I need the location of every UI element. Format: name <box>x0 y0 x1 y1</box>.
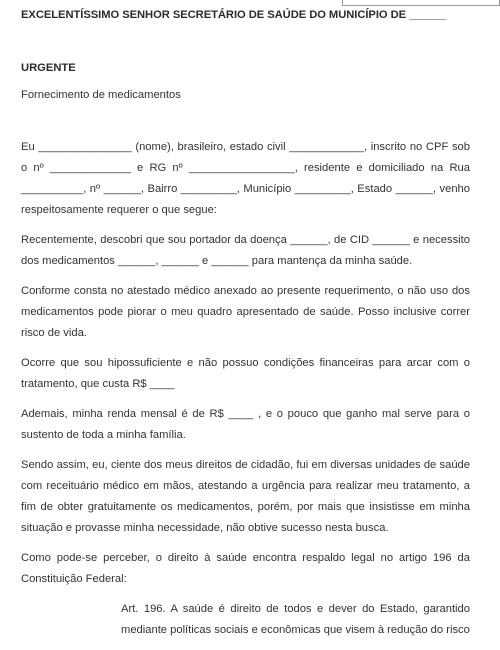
paragraph-legal-basis: Como pode-se perceber, o direito à saúde encontra respaldo legal no artigo 196 da Constituição Federal: <box>21 552 470 585</box>
paragraph-hyposufficiency: Ocorre que sou hipossuficiente e não possuo condições financeiras para arcar com o tratamento, que custa R$ ____ <box>21 357 470 390</box>
paragraph-medical-certificate: Conforme consta no atestado médico anexado ao presente requerimento, o não uso dos medicamentos pode piorar o meu quadro apresentado de saúde. Posso inclusive correr risco de vida. <box>21 285 470 339</box>
document-heading: EXCELENTÍSSIMO SENHOR SECRETÁRIO DE SAÚDE DO MUNICÍPIO DE ______ <box>21 9 447 21</box>
paragraph-attempts: Sendo assim, eu, ciente dos meus direitos de cidadão, fui em diversas unidades de saúde com receituário médico em mãos, atestando a urgência para realizar meu tratamento, a fim de obter gratuitamente os medicamentos, porém, por mais que insistisse em minha situação e provasse minha necessidade, não obtive sucesso nesta busca. <box>21 459 470 534</box>
paragraph-identification: Eu _______________ (nome), brasileiro, estado civil ____________, inscrito no CPF sob o nº _____________ e RG nº _________________, residente e domiciliado na Rua __________, nº ______, Bairro _________, Município _________, Estado ______, venho respeitosamente requerer o que segue: <box>21 141 470 216</box>
document-body <box>21 137 470 650</box>
urgent-label: URGENTE <box>21 62 76 74</box>
paragraph-income: Ademais, minha renda mensal é de R$ ____ , e o pouco que ganho mal serve para o sustento de toda a minha família. <box>21 408 470 441</box>
top-input-field[interactable] <box>342 0 500 6</box>
subject-line: Fornecimento de medicamentos <box>21 89 181 101</box>
paragraph-diagnosis: Recentemente, descobri que sou portador da doença ______, de CID ______ e necessito dos medicamentos ______, ______ e ______ para mantença da minha saúde. <box>21 234 470 267</box>
paragraph-constitution-quote: Art. 196. A saúde é direito de todos e dever do Estado, garantido mediante políticas sociais e econômicas que visem à redução do risco <box>121 603 470 636</box>
